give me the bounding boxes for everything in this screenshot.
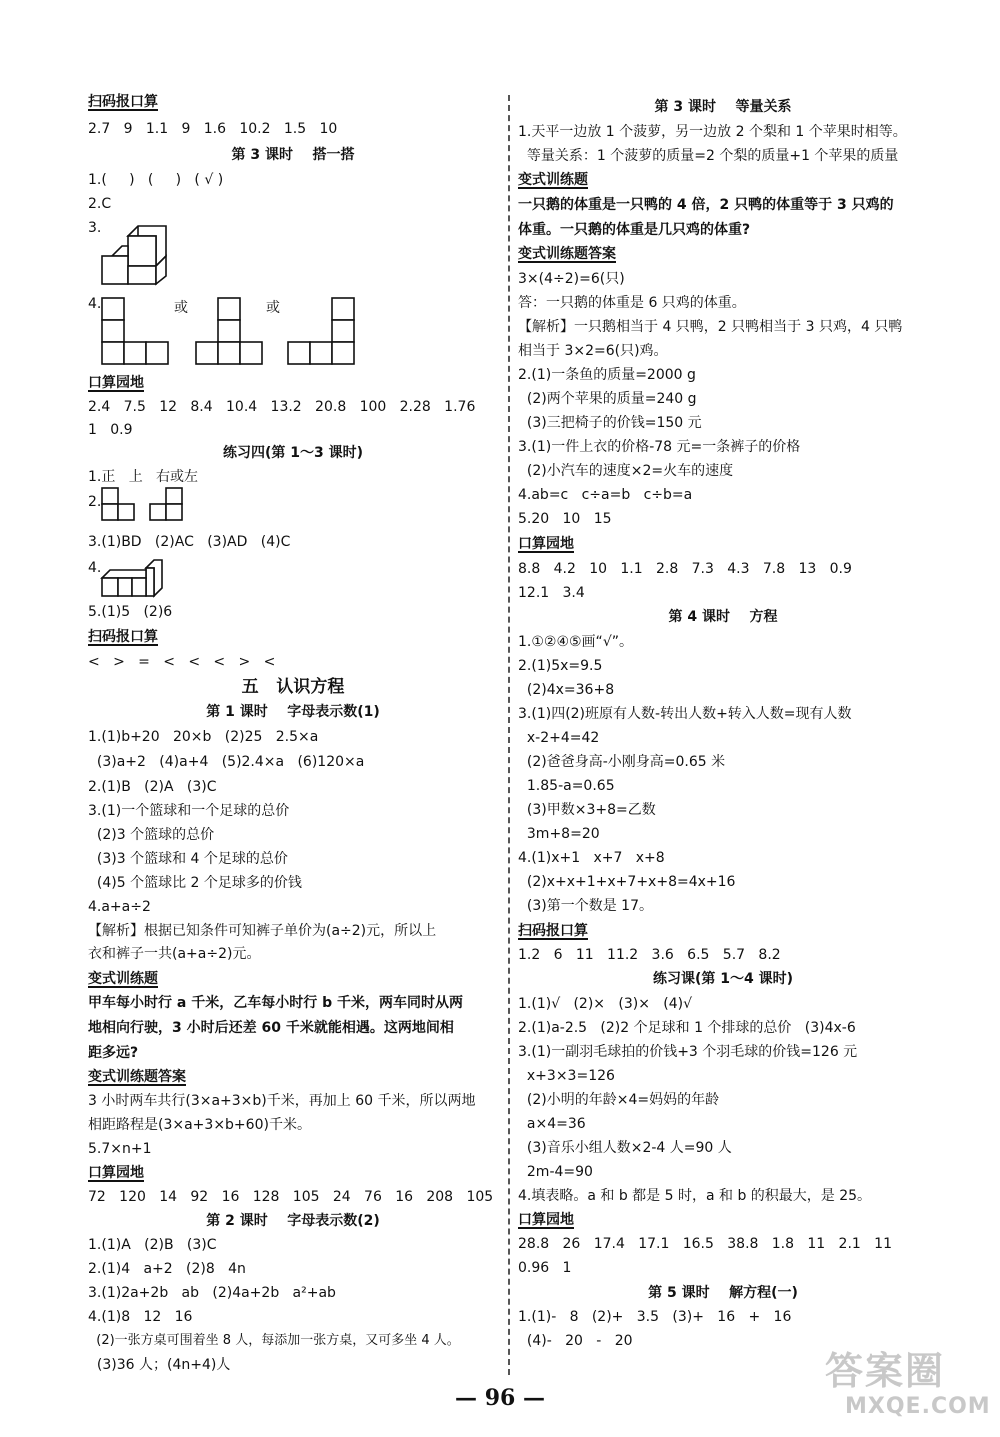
exercise-line: 一只鹅的体重是一只鸭的 4 倍，2 只鸭的体重等于 3 只鸡的 (518, 197, 894, 213)
answer-line: 4.ab=c c÷a=b c÷b=a (518, 487, 693, 503)
answer-line: (3)甲数×3+8=乙数 (518, 802, 656, 818)
watermark (815, 1340, 990, 1430)
answer-line: 5.7×n+1 (88, 1141, 152, 1157)
section-heading: 变式训练题 (518, 172, 588, 188)
watermark-url: MXQE.COM (845, 1394, 991, 1419)
exercise-line: 距多远? (88, 1045, 139, 1061)
answer-line: (2)小汽车的速度×2=火车的速度 (518, 463, 734, 479)
answer-line: (3)a+2 (4)a+4 (5)2.4×a (6)120×a (88, 754, 365, 770)
answer-line: 72 120 14 92 16 128 105 24 76 16 208 105 (88, 1189, 494, 1205)
section-heading: 口算园地 (88, 375, 144, 391)
answer-line: 2.(1)5x=9.5 (518, 658, 603, 674)
answer-line: 2.4 7.5 12 8.4 10.4 13.2 20.8 100 2.28 1.76 (88, 399, 476, 415)
answer-line: 5.20 10 15 (518, 511, 612, 527)
section-heading: 变式训练题答案 (518, 246, 616, 262)
section-heading: 扫码报口算 (88, 629, 158, 645)
answer-line: 4.a+a÷2 (88, 899, 151, 915)
lesson-title: 第 3 课时 等量关系 (654, 99, 792, 115)
answer-line: 3.(1)一个篮球和一个足球的总价 (88, 803, 290, 819)
lesson-title: 练习四(第 1～3 课时) (222, 445, 364, 461)
answer-line: 2.(1)一条鱼的质量=2000 g (518, 367, 696, 383)
view-figure-b (196, 298, 264, 364)
answer-line: 5.(1)5 (2)6 (88, 604, 173, 620)
answer-line: 1.天平一边放 1 个菠萝，另一边放 2 个梨和 1 个苹果时相等。 (518, 124, 907, 140)
lesson-title: 第 3 课时 搭一搭 (231, 147, 355, 163)
answer-line: 3. (88, 220, 102, 236)
answer-line: 1.(1)√ (2)× (3)× (4)√ (518, 996, 693, 1012)
lesson-title: 第 1 课时 字母表示数(1) (206, 704, 380, 720)
answer-line: 1 0.9 (88, 422, 133, 438)
answer-line: 28.8 26 17.4 17.1 16.5 38.8 1.8 11 2.1 11 (518, 1236, 892, 1252)
page-number: — 96 — (455, 1385, 545, 1411)
answer-line: (2)3 个篮球的总价 (88, 827, 215, 843)
answer-line: 2. (88, 494, 102, 510)
answer-line: (2)x+x+1+x+7+x+8=4x+16 (518, 874, 736, 890)
answer-line: x-2+4=42 (518, 730, 600, 746)
analysis-line: 【解析】根据已知条件可知裤子单价为(a÷2)元，所以上 (88, 923, 437, 939)
view-figure-d (102, 488, 212, 526)
answer-line: (4)- 20 - 20 (518, 1333, 633, 1349)
or-text: 或 (174, 300, 188, 316)
section-heading: 扫码报口算 (88, 94, 158, 110)
exercise-line: 甲车每小时行 a 千米，乙车每小时行 b 千米，两车同时从两 (88, 995, 463, 1011)
answer-line: 1.(1)A (2)B (3)C (88, 1237, 217, 1253)
section-heading: 口算园地 (88, 1165, 144, 1181)
or-text: 或 (266, 300, 280, 316)
answer-line: 2m-4=90 (518, 1164, 593, 1180)
answer-line: 2.7 9 1.1 9 1.6 10.2 1.5 10 (88, 121, 338, 137)
lesson-title: 第 4 课时 方程 (668, 609, 778, 625)
lesson-title: 练习课(第 1～4 课时) (652, 971, 794, 987)
analysis-line: 相当于 3×2=6(只)鸡。 (518, 343, 668, 359)
answer-line: 3m+8=20 (518, 826, 600, 842)
answer-line: 1.(1)b+20 20×b (2)25 2.5×a (88, 729, 319, 745)
view-figure-a (102, 298, 170, 364)
answer-line: 3.(1)BD (2)AC (3)AD (4)C (88, 534, 291, 550)
exercise-line: 体重。一只鹅的体重是几只鸡的体重? (518, 222, 751, 238)
answer-line: a×4=36 (518, 1116, 586, 1132)
answer-line: x+3×3=126 (518, 1068, 615, 1084)
answer-line: 4.(1)8 12 16 (88, 1309, 193, 1325)
answer-line: 1.2 6 11 11.2 3.6 6.5 5.7 8.2 (518, 947, 781, 963)
answer-line: 8.8 4.2 10 1.1 2.8 7.3 4.3 7.8 13 0.9 (518, 561, 852, 577)
answer-line: (3)36 人；(4n+4)人 (88, 1357, 231, 1373)
answer-line: (2)一张方桌可围着坐 8 人，每添加一张方桌，又可多坐 4 人。 (88, 1333, 460, 1348)
answer-line: (2)两个苹果的质量=240 g (518, 391, 697, 407)
answer-line: (2)小明的年龄×4=妈妈的年龄 (518, 1092, 720, 1108)
answer-line: 3.(1)2a+2b ab (2)4a+2b a²+ab (88, 1285, 336, 1301)
answer-line: 1.(1)- 8 (2)+ 3.5 (3)+ 16 + 16 (518, 1309, 792, 1325)
unit-title: 五 认识方程 (241, 677, 345, 697)
exercise-line: 地相向行驶，3 小时后还差 60 千米就能相遇。这两地间相 (88, 1020, 454, 1036)
lesson-title: 第 5 课时 解方程(一) (648, 1285, 798, 1301)
watermark-logo-text: 答案圈 (825, 1349, 946, 1393)
answer-line: 4. (88, 296, 102, 312)
section-heading: 口算园地 (518, 536, 574, 552)
answer-line: (2)爸爸身高-小刚身高=0.65 米 (518, 754, 726, 770)
lesson-title: 第 2 课时 字母表示数(2) (206, 1213, 380, 1229)
answer-line: (3)三把椅子的价钱=150 元 (518, 415, 702, 431)
answer-line: 1.①②④⑤画“√”。 (518, 634, 633, 650)
answer-line: 0.96 1 (518, 1260, 572, 1276)
answer-line: 等量关系：1 个菠萝的质量=2 个梨的质量+1 个苹果的质量 (518, 148, 899, 164)
answer-line: 12.1 3.4 (518, 585, 585, 601)
section-heading: 变式训练题 (88, 971, 158, 987)
answer-line: 1.85-a=0.65 (518, 778, 615, 794)
section-heading: 扫码报口算 (518, 923, 588, 939)
answer-line: 3.(1)一件上衣的价格-78 元=一条裤子的价格 (518, 439, 801, 455)
answer-line: 2.(1)B (2)A (3)C (88, 779, 217, 795)
analysis-line: 【解析】一只鹅相当于 4 只鸭，2 只鸭相当于 3 只鸡，4 只鸭 (518, 319, 903, 335)
answer-line: 3×(4÷2)=6(只) (518, 271, 625, 287)
cube-figure-small (102, 558, 182, 602)
answer-line: 答：一只鹅的体重是 6 只鸡的体重。 (518, 295, 746, 311)
answer-line: (3)第一个数是 17。 (518, 898, 653, 914)
view-figure-c (288, 298, 356, 364)
section-heading: 变式训练题答案 (88, 1069, 186, 1085)
answer-line: 2.(1)4 a+2 (2)8 4n (88, 1261, 246, 1277)
analysis-line: 衣和裤子一共(a+a÷2)元。 (88, 946, 261, 962)
answer-line: 相距路程是(3×a+3×b+60)千米。 (88, 1117, 311, 1133)
answer-line: 2.(1)a-2.5 (2)2 个足球和 1 个排球的总价 (3)4x-6 (518, 1020, 856, 1036)
answer-line: 4.填表略。a 和 b 都是 5 时，a 和 b 的积最大，是 25。 (518, 1188, 872, 1204)
answer-line: 3.(1)一副羽毛球拍的价钱+3 个羽毛球的价钱=126 元 (518, 1044, 858, 1060)
answer-line: (4)5 个篮球比 2 个足球多的价钱 (88, 875, 302, 891)
answer-line: 4.(1)x+1 x+7 x+8 (518, 850, 665, 866)
answer-line: (2)4x=36+8 (518, 682, 615, 698)
answer-line: (3)3 个篮球和 4 个足球的总价 (88, 851, 288, 867)
answer-line: 1.正 上 右或左 (88, 469, 199, 485)
answer-line: 4. (88, 560, 102, 576)
answer-line: 3.(1)四(2)班原有人数-转出人数+转入人数=现有人数 (518, 706, 852, 722)
answer-line: 1.( ) ( ) ( √ ) (88, 172, 224, 188)
answer-line: 2.C (88, 196, 112, 212)
column-divider (508, 95, 510, 1375)
section-heading: 口算园地 (518, 1212, 574, 1228)
answer-line: < > = < < < > < (88, 654, 276, 670)
cube-figure (102, 222, 182, 287)
answer-line: 3 小时两车共行(3×a+3×b)千米，再加上 60 千米，所以两地 (88, 1093, 476, 1109)
answer-line: (3)音乐小组人数×2-4 人=90 人 (518, 1140, 732, 1156)
